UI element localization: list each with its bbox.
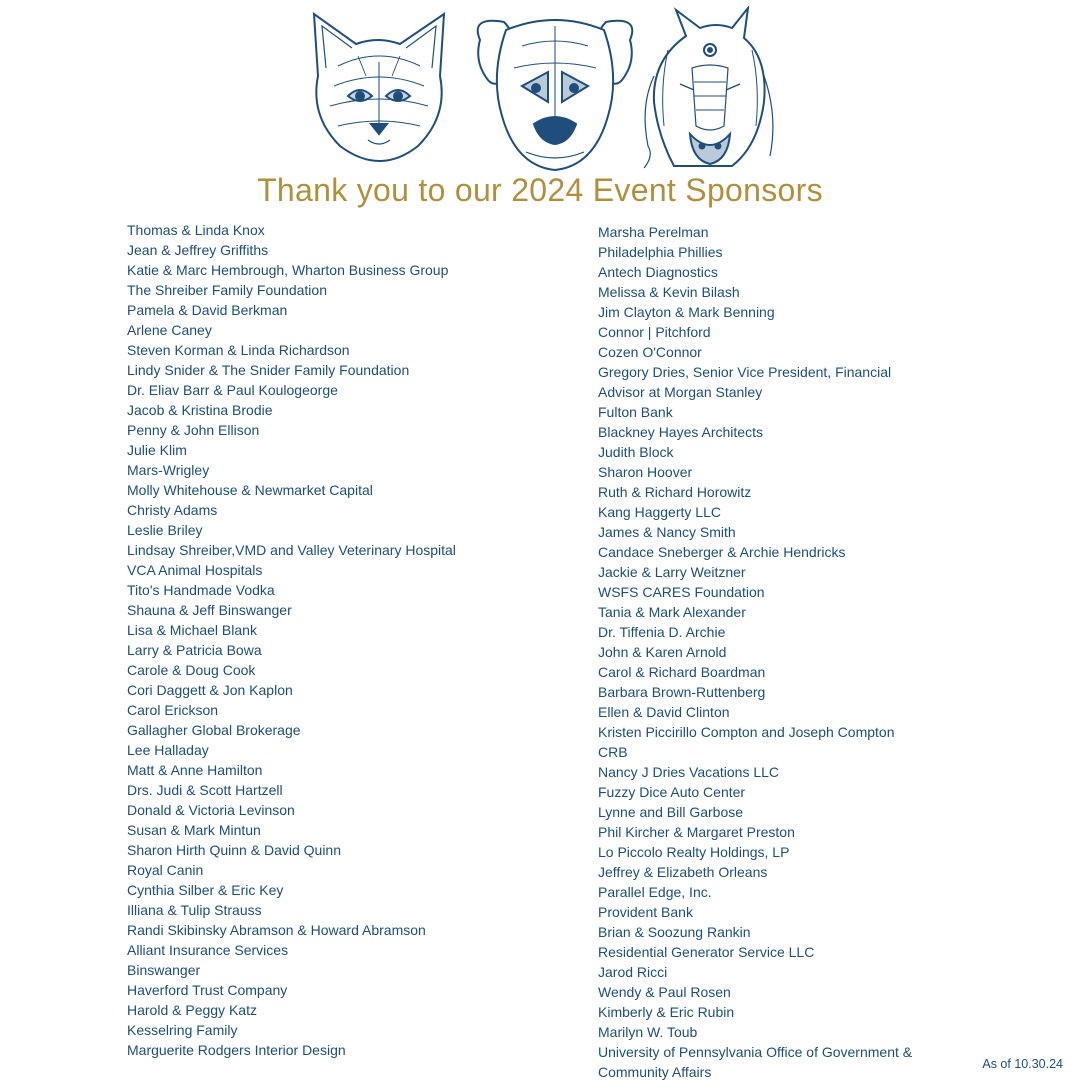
sponsor-item: Sharon Hoover — [598, 464, 693, 480]
sponsor-item: Haverford Trust Company — [127, 982, 288, 998]
sponsor-item: Lynne and Bill Garbose — [598, 804, 744, 820]
sponsor-item: Tito's Handmade Vodka — [127, 582, 275, 598]
sponsor-item: James & Nancy Smith — [598, 524, 736, 540]
sponsor-item: Kesselring Family — [127, 1022, 238, 1038]
sponsor-item: Cozen O'Connor — [598, 344, 702, 360]
sponsor-item: Leslie Briley — [127, 522, 203, 538]
sponsor-item: Lindsay Shreiber,VMD and Valley Veterinary Hospital — [127, 542, 456, 558]
sponsor-item: Gallagher Global Brokerage — [127, 722, 301, 738]
sponsor-item: Brian & Soozung Rankin — [598, 924, 751, 940]
animal-illustrations — [308, 6, 778, 174]
cat-head-illustration — [314, 14, 444, 161]
sponsor-item: Barbara Brown-Ruttenberg — [598, 684, 766, 700]
sponsor-item: Harold & Peggy Katz — [127, 1002, 257, 1018]
sponsor-item: Illiana & Tulip Strauss — [127, 902, 262, 918]
sponsor-item: Lindy Snider & The Snider Family Foundation — [127, 362, 410, 378]
sponsor-item: Carol Erickson — [127, 702, 219, 718]
sponsor-item: Nancy J Dries Vacations LLC — [598, 764, 780, 780]
sponsor-item: Provident Bank — [598, 904, 693, 920]
sponsor-item: Connor | Pitchford — [598, 324, 711, 340]
sponsor-item: Lee Halladay — [127, 742, 209, 758]
as-of-date: As of 10.30.24 — [982, 1057, 1063, 1071]
sponsor-item: Thomas & Linda Knox — [127, 222, 265, 238]
sponsor-item: Jim Clayton & Mark Benning — [598, 304, 775, 320]
sponsor-item: Carol & Richard Boardman — [598, 664, 766, 680]
sponsor-item: Shauna & Jeff Binswanger — [127, 602, 292, 618]
sponsor-item: Cori Daggett & Jon Kaplon — [127, 682, 293, 698]
sponsor-item: Steven Korman & Linda Richardson — [127, 342, 350, 358]
sponsor-item: Wendy & Paul Rosen — [598, 984, 731, 1000]
sponsor-item: Fuzzy Dice Auto Center — [598, 784, 746, 800]
dog-head-illustration — [478, 20, 633, 170]
sponsor-item: Susan & Mark Mintun — [127, 822, 261, 838]
horse-head-illustration — [644, 8, 773, 168]
sponsor-item: Mars-Wrigley — [127, 462, 210, 478]
sponsor-item: Kristen Piccirillo Compton and Joseph Compton — [598, 724, 895, 740]
sponsor-item: Randi Skibinsky Abramson & Howard Abramson — [127, 922, 426, 938]
sponsor-item: Marsha Perelman — [598, 224, 709, 240]
sponsor-item: Kimberly & Eric Rubin — [598, 1004, 735, 1020]
sponsor-item: Matt & Anne Hamilton — [127, 762, 263, 778]
sponsor-item: Marilyn W. Toub — [598, 1024, 698, 1040]
sponsor-item: Alliant Insurance Services — [127, 942, 289, 958]
sponsor-item: Tania & Mark Alexander — [598, 604, 746, 620]
sponsor-item: Carole & Doug Cook — [127, 662, 256, 678]
sponsor-item: Marguerite Rodgers Interior Design — [127, 1042, 346, 1058]
sponsor-item: Phil Kircher & Margaret Preston — [598, 824, 795, 840]
sponsor-item: The Shreiber Family Foundation — [127, 282, 327, 298]
sponsor-item: Candace Sneberger & Archie Hendricks — [598, 544, 846, 560]
sponsor-item: Jacob & Kristina Brodie — [127, 402, 273, 418]
sponsor-item: Royal Canin — [127, 862, 204, 878]
sponsor-item: WSFS CARES Foundation — [598, 584, 765, 600]
sponsor-item: Dr. Tiffenia D. Archie — [598, 624, 726, 640]
sponsor-item: Gregory Dries, Senior Vice President, Financial Advisor at Morgan Stanley — [598, 364, 892, 400]
sponsor-item: Jarod Ricci — [598, 964, 668, 980]
sponsor-item: Sharon Hirth Quinn & David Quinn — [127, 842, 341, 858]
sponsor-item: Pamela & David Berkman — [127, 302, 288, 318]
sponsor-item: Philadelphia Phillies — [598, 244, 723, 260]
sponsor-item: Molly Whitehouse & Newmarket Capital — [127, 482, 373, 498]
sponsor-item: Ellen & David Clinton — [598, 704, 730, 720]
sponsor-item: Kang Haggerty LLC — [598, 504, 721, 520]
sponsor-item: Ruth & Richard Horowitz — [598, 484, 752, 500]
sponsor-item: Residential Generator Service LLC — [598, 944, 815, 960]
sponsor-item: Katie & Marc Hembrough, Wharton Business Group — [127, 262, 449, 278]
sponsor-item: Larry & Patricia Bowa — [127, 642, 262, 658]
sponsor-item: Jeffrey & Elizabeth Orleans — [598, 864, 768, 880]
sponsor-item: Donald & Victoria Levinson — [127, 802, 295, 818]
sponsor-item: Lo Piccolo Realty Holdings, LP — [598, 844, 790, 860]
sponsor-item: Binswanger — [127, 962, 201, 978]
sponsor-item: Arlene Caney — [127, 322, 212, 338]
sponsor-item: Christy Adams — [127, 502, 218, 518]
sponsor-item: Fulton Bank — [598, 404, 673, 420]
sponsor-item: VCA Animal Hospitals — [127, 562, 263, 578]
sponsor-item: Antech Diagnostics — [598, 264, 718, 280]
sponsor-item: CRB — [598, 744, 628, 760]
sponsor-item: Dr. Eliav Barr & Paul Koulogeorge — [127, 382, 338, 398]
sponsor-list-left — [127, 220, 577, 1060]
sponsor-item: Julie Klim — [127, 442, 187, 458]
sponsor-item: Jean & Jeffrey Griffiths — [127, 242, 269, 258]
sponsor-item: University of Pennsylvania Office of Government & Community Affairs — [598, 1044, 913, 1080]
sponsor-item: Cynthia Silber & Eric Key — [127, 882, 284, 898]
sponsor-list-right — [598, 222, 938, 1082]
sponsor-item: Parallel Edge, Inc. — [598, 884, 712, 900]
sponsor-item: Lisa & Michael Blank — [127, 622, 257, 638]
page-title: Thank you to our 2024 Event Sponsors — [257, 172, 823, 208]
sponsor-item: Jackie & Larry Weitzner — [598, 564, 746, 580]
sponsor-item: Blackney Hayes Architects — [598, 424, 763, 440]
sponsor-item: Judith Block — [598, 444, 674, 460]
sponsor-item: Penny & John Ellison — [127, 422, 260, 438]
sponsor-item: Drs. Judi & Scott Hartzell — [127, 782, 283, 798]
sponsor-item: John & Karen Arnold — [598, 644, 727, 660]
sponsor-item: Melissa & Kevin Bilash — [598, 284, 740, 300]
